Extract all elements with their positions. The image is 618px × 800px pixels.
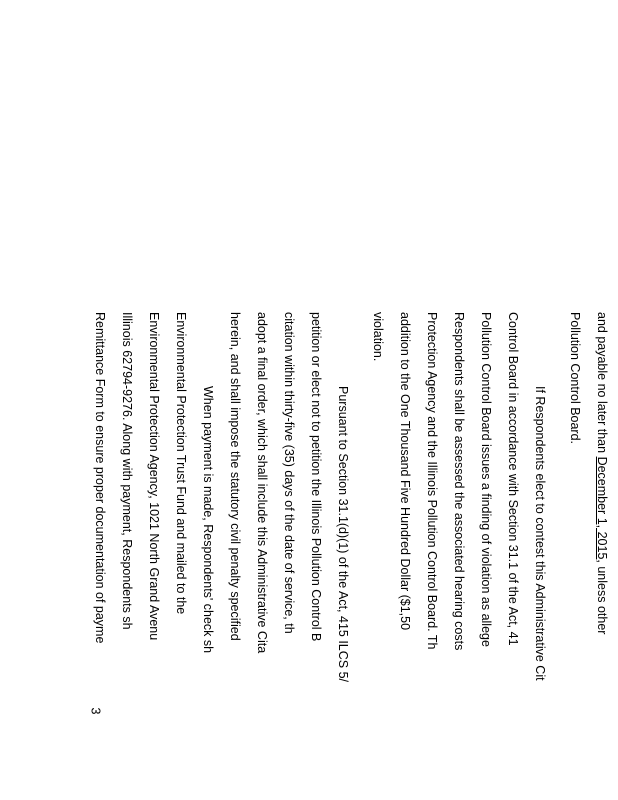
text-line-1 [594,312,610,634]
text-line-10: Pursuant to Section 31.1(d)(1) of the Act, 415 ILCS 5/ [336,386,350,683]
text-line-14: herein, and shall impose the statutory civil penalty specified [228,312,242,641]
text-line-18: Illinois 62794-9276. Along with payment, Respondents sh [120,312,134,630]
text-line-1-post: , unless other [595,559,609,635]
text-line-2: Pollution Control Board. [568,312,582,445]
text-line-5: Pollution Control Board issues a finding of violation as allege [479,312,493,647]
page-number: 3 [88,707,103,715]
text-line-17: Environmental Protection Agency, 1021 North Grand Avenu [147,312,161,641]
text-line-4: Control Board in accordance with Section 31.1 of the Act, 41 [506,312,520,646]
text-line-16: Environmental Protection Trust Fund and mailed to the [174,312,188,615]
text-line-6: Respondents shall be assessed the associated hearing costs [452,312,466,651]
text-line-3: If Respondents elect to contest this Administrative Cit [533,386,547,681]
text-line-15: When payment is made, Respondents' check sh [201,386,215,654]
text-line-11: petition or elect not to petition the Illinois Pollution Control B [309,312,323,642]
text-line-19: Remittance Form to ensure proper documentation of payme [93,312,107,644]
text-line-1-pre: and payable no later than [595,312,609,457]
due-date: December 1, 2015 [595,456,609,560]
text-line-7: Protection Agency and the Illinois Pollution Control Board. Th [425,312,439,650]
text-line-9: violation. [371,312,385,362]
text-line-12: citation within thirty-five (35) days of the date of service, th [282,312,296,634]
text-line-13: adopt a final order, which shall include this Administrative Cita [255,312,269,654]
text-line-8: addition to the One Thousand Five Hundred Dollar ($1,50 [398,312,412,631]
